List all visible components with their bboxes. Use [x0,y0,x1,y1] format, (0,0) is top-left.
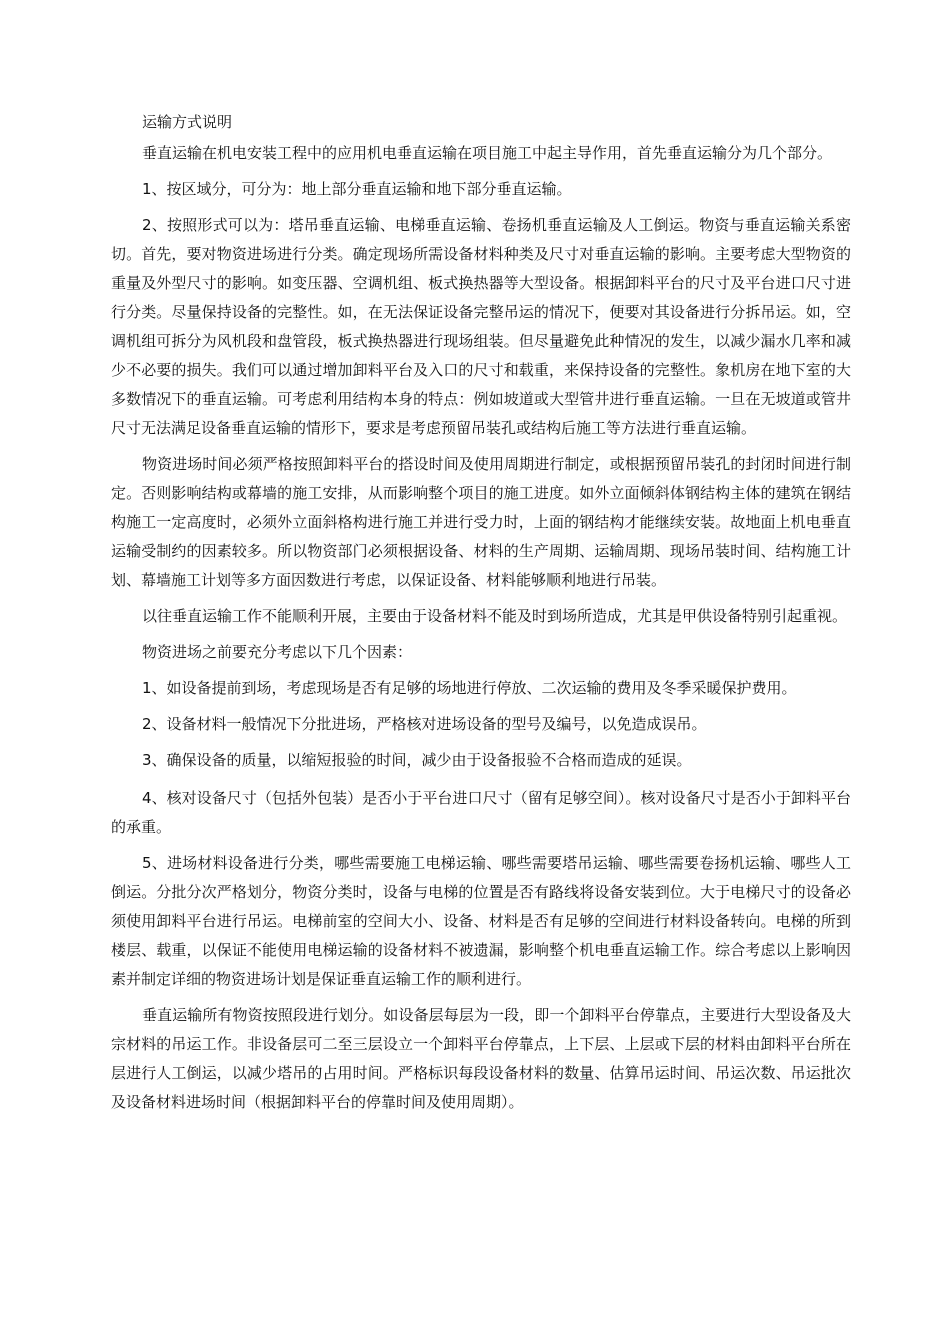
document-body [111,108,851,1117]
paragraph-factors-heading: 物资进场之前要充分考虑以下几个因素： [142,643,413,661]
document-title: 运输方式说明 [142,113,233,131]
paragraph-material-timing: 物资进场时间必须严格按照卸料平台的搭设时间及使用周期进行制定，或根据预留吊装孔的封闭时间进行制定。否则影响结构或幕墙的施工安排，从而影响整个项目的施工进度。如外立面倾斜体钢结构主体的建筑在钢结构施工一定高度时，必须外立面斜格构进行施工并进行受力时，上面的钢结构才能继续安装。故地面上机电垂直运输受制约的因素较多。所以物资部门必须根据设备、材料的生产周期、运输周期、现场吊装时间、结构施工计划、幕墙施工计划等多方面因数进行考虑，以保证设备、材料能够顺利地进行吊装。 [111,455,851,589]
paragraph-item-1: 1、按区域分，可分为：地上部分垂直运输和地下部分垂直运输。 [142,180,572,198]
paragraph-factor-5: 5、进场材料设备进行分类，哪些需要施工电梯运输、哪些需要塔吊运输、哪些需要卷扬机运输、哪些人工倒运。分批分次严格划分，物资分类时，设备与电梯的位置是否有路线将设备安装到位。大于电梯尺寸的设备必须使用卸料平台进行吊运。电梯前室的空间大小、设备、材料是否有足够的空间进行材料设备转向。电梯的所到楼层、载重，以保证不能使用电梯运输的设备材料不被遗漏，影响整个机电垂直运输工作。综合考虑以上影响因素并制定详细的物资进场计划是保证垂直运输工作的顺利进行。 [111,854,851,988]
paragraph-factor-3: 3、确保设备的质量，以缩短报验的时间，减少由于设备报验不合格而造成的延误。 [142,751,692,769]
paragraph-past-issues: 以往垂直运输工作不能顺利开展，主要由于设备材料不能及时到场所造成，尤其是甲供设备特别引起重视。 [142,607,848,625]
paragraph-segmentation: 垂直运输所有物资按照段进行划分。如设备层每层为一段，即一个卸料平台停靠点，主要进行大型设备及大宗材料的吊运工作。非设备层可二至三层设立一个卸料平台停靠点，上下层、上层或下层的材料由卸料平台所在层进行人工倒运，以减少塔吊的占用时间。严格标识每段设备材料的数量、估算吊运时间、吊运次数、吊运批次及设备材料进场时间（根据卸料平台的停靠时间及使用周期）。 [111,1006,851,1111]
paragraph-item-2: 2、按照形式可以为：塔吊垂直运输、电梯垂直运输、卷扬机垂直运输及人工倒运。物资与垂直运输关系密切。首先，要对物资进场进行分类。确定现场所需设备材料种类及尺寸对垂直运输的影响。主要考虑大型物资的重量及外型尺寸的影响。如变压器、空调机组、板式换热器等大型设备。根据卸料平台的尺寸及平台进口尺寸进行分类。尽量保持设备的完整性。如，在无法保证设备完整吊运的情况下，便要对其设备进行分拆吊运。如，空调机组可拆分为风机段和盘管段，板式换热器进行现场组装。但尽量避免此种情况的发生，以减少漏水几率和减少不必要的损失。我们可以通过增加卸料平台及入口的尺寸和载重，来保持设备的完整性。象机房在地下室的大多数情况下的垂直运输。可考虑利用结构本身的特点：例如坡道或大型管井进行垂直运输。一旦在无坡道或管井尺寸无法满足设备垂直运输的情形下，要求是考虑预留吊装孔或结构后施工等方法进行垂直运输。 [111,216,851,437]
paragraph-factor-2: 2、设备材料一般情况下分批进场，严格核对进场设备的型号及编号，以免造成误吊。 [142,715,707,733]
paragraph-factor-4: 4、核对设备尺寸（包括外包装）是否小于平台进口尺寸（留有足够空间）。核对设备尺寸是否小于卸料平台的承重。 [111,789,851,836]
paragraph-factor-1: 1、如设备提前到场，考虑现场是否有足够的场地进行停放、二次运输的费用及冬季采暖保护费用。 [142,679,797,697]
paragraph-intro: 垂直运输在机电安装工程中的应用机电垂直运输在项目施工中起主导作用，首先垂直运输分为几个部分。 [142,144,833,162]
